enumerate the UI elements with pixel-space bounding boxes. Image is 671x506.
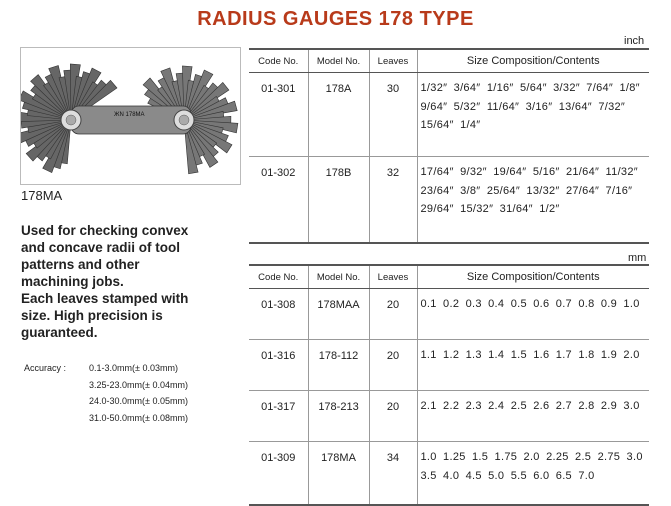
model-no-cell: 178MA (308, 442, 369, 506)
header-leaves: Leaves (369, 265, 417, 289)
mm-spec-table (249, 264, 649, 506)
leaves-cell: 20 (369, 340, 417, 391)
description-line: Each leaves stamped with (21, 291, 189, 306)
size-composition-cell: 17/64″ 9/32″ 19/64″ 5/16″ 21/64″ 11/32″ 23/64″ 3/8″ 25/64″ 13/32″ 27/64″ 7/16″ 29/64″ 15/32″ 31/64″ 1/2″ (417, 157, 649, 244)
model-no-cell: 178B (308, 157, 369, 244)
code-no-cell: 01-317 (249, 391, 308, 442)
table-row (249, 391, 649, 442)
description-line: Used for checking convex (21, 223, 189, 238)
leaves-cell: 20 (369, 289, 417, 340)
table-row (249, 442, 649, 506)
code-no-cell: 01-309 (249, 442, 308, 506)
accuracy-list (24, 360, 188, 426)
model-no-cell: 178-213 (308, 391, 369, 442)
page-title: RADIUS GAUGES 178 TYPE (197, 8, 474, 30)
accuracy-value: 31.0-50.0mm(± 0.08mm) (89, 412, 188, 423)
accuracy-value: 24.0-30.0mm(± 0.05mm) (89, 396, 188, 406)
leaves-cell: 34 (369, 442, 417, 506)
size-composition-cell: 1.0 1.25 1.5 1.75 2.0 2.25 2.5 2.75 3.0 3.5 4.0 4.5 5.0 5.5 6.0 6.5 7.0 (417, 442, 649, 506)
code-no-cell: 01-302 (249, 157, 308, 244)
description-line: size. High precision is (21, 308, 163, 323)
table-row (249, 340, 649, 391)
leaves-cell: 30 (369, 73, 417, 157)
model-no-cell: 178MAA (308, 289, 369, 340)
header-code-no: Code No. (249, 49, 308, 73)
table-header-row (249, 265, 649, 289)
photo-caption: 178MA (21, 188, 63, 203)
description-line: machining jobs. (21, 274, 124, 289)
accuracy-value: 3.25-23.0mm(± 0.04mm) (89, 379, 188, 390)
model-no-cell: 178A (308, 73, 369, 157)
product-photo (20, 47, 241, 185)
gauge-stamp: ЖN 178MA (114, 112, 145, 118)
code-no-cell: 01-316 (249, 340, 308, 391)
leaves-cell: 32 (369, 157, 417, 244)
table-header-row (249, 49, 649, 73)
accuracy-value: 0.1-3.0mm(± 0.03mm) (89, 363, 178, 373)
accuracy-label: Accuracy : (24, 363, 67, 373)
header-size-composition: Size Composition/Contents (417, 49, 649, 73)
size-composition-cell: 2.1 2.2 2.3 2.4 2.5 2.6 2.7 2.8 2.9 3.0 (417, 391, 649, 442)
size-composition-cell: 1/32″ 3/64″ 1/16″ 5/64″ 3/32″ 7/64″ 1/8″ 9/64″ 5/32″ 11/64″ 3/16″ 13/64″ 7/32″ 15/64″ 1/4″ (417, 73, 649, 157)
description (21, 222, 236, 341)
inch-unit-label: inch (624, 35, 645, 47)
header-size-composition: Size Composition/Contents (417, 265, 649, 289)
description-line: guaranteed. (21, 325, 98, 340)
header-leaves: Leaves (369, 49, 417, 73)
size-composition-cell: 1.1 1.2 1.3 1.4 1.5 1.6 1.7 1.8 1.9 2.0 (417, 340, 649, 391)
model-no-cell: 178-112 (308, 340, 369, 391)
code-no-cell: 01-301 (249, 73, 308, 157)
table-row (249, 289, 649, 340)
mm-unit-label: mm (628, 252, 647, 264)
code-no-cell: 01-308 (249, 289, 308, 340)
header-model-no: Model No. (308, 265, 369, 289)
header-code-no: Code No. (249, 265, 308, 289)
header-model-no: Model No. (308, 49, 369, 73)
table-row (249, 73, 649, 157)
inch-spec-table (249, 48, 649, 244)
leaves-cell: 20 (369, 391, 417, 442)
size-composition-cell: 0.1 0.2 0.3 0.4 0.5 0.6 0.7 0.8 0.9 1.0 (417, 289, 649, 340)
description-line: and concave radii of tool (21, 240, 181, 255)
table-row (249, 157, 649, 244)
description-line: patterns and other (21, 257, 140, 272)
radius-gauge-image (21, 48, 240, 184)
